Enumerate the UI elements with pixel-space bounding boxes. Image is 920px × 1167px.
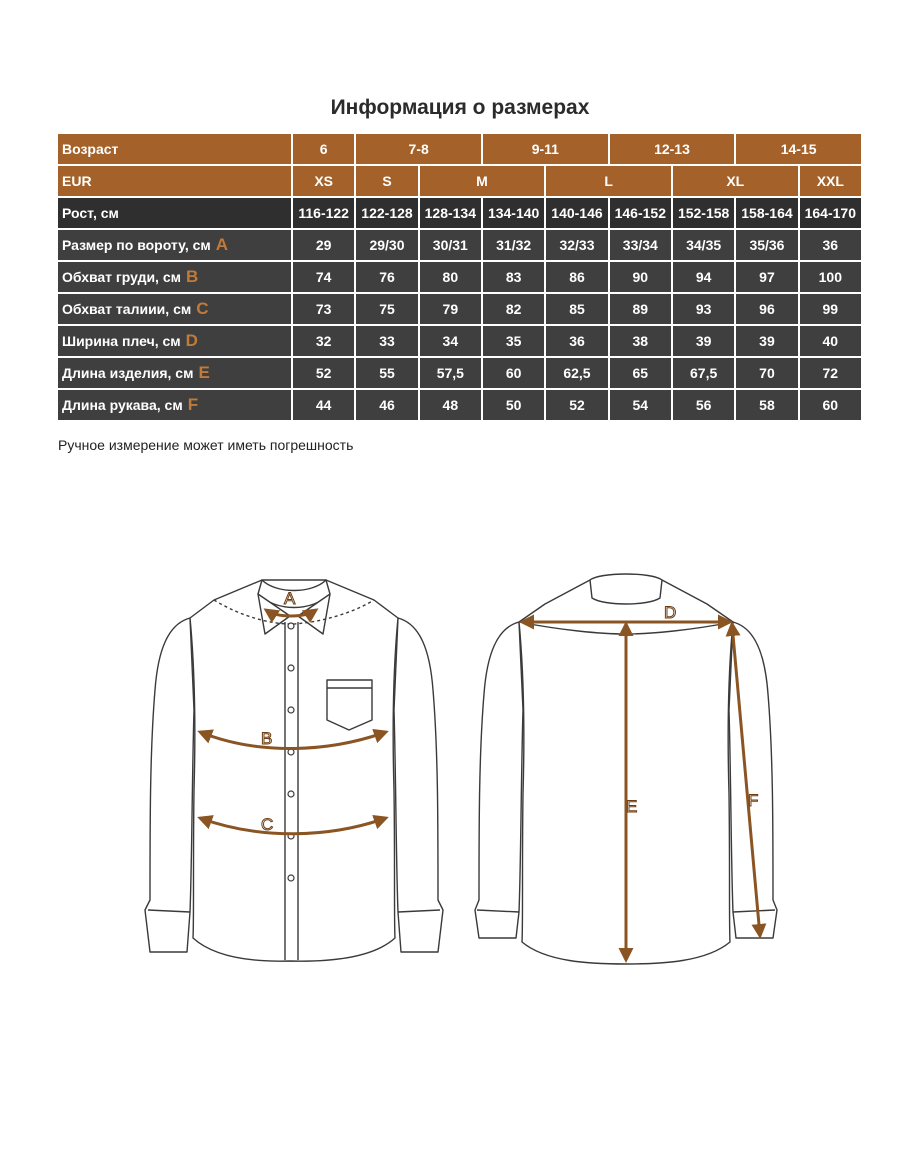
shirt-button xyxy=(288,707,294,713)
measurement-letter: B xyxy=(185,267,199,286)
age-group: 12-13 xyxy=(609,133,736,165)
shirt-button xyxy=(288,623,294,629)
back-left-sleeve xyxy=(475,622,523,938)
age-group: 14-15 xyxy=(735,133,862,165)
page-title: Информация о размерах xyxy=(330,96,590,119)
shirt-diagram xyxy=(0,560,920,980)
table-row xyxy=(57,325,862,357)
row-label-cell xyxy=(57,389,292,421)
row-label: Обхват груди, см xyxy=(62,269,181,285)
table-cell: 99 xyxy=(799,293,862,325)
table-cell: 32 xyxy=(292,325,355,357)
table-cell: 40 xyxy=(799,325,862,357)
table-cell: 57,5 xyxy=(419,357,482,389)
table-cell: 31/32 xyxy=(482,229,545,261)
back-collar xyxy=(590,574,662,604)
table-cell: 29/30 xyxy=(355,229,418,261)
size-table xyxy=(56,132,863,422)
table-cell: 74 xyxy=(292,261,355,293)
measurement-letter: F xyxy=(187,395,199,414)
eur-size: XS xyxy=(292,165,355,197)
table-cell: 85 xyxy=(545,293,608,325)
label-b: B xyxy=(261,729,273,748)
table-cell: 72 xyxy=(799,357,862,389)
eur-size: XL xyxy=(672,165,799,197)
row-label-cell xyxy=(57,293,292,325)
label-d: D xyxy=(664,603,677,622)
table-cell: 44 xyxy=(292,389,355,421)
table-cell: 152-158 xyxy=(672,197,735,229)
table-cell: 89 xyxy=(609,293,672,325)
measurement-rows xyxy=(57,229,862,421)
age-group: 6 xyxy=(292,133,355,165)
table-cell: 58 xyxy=(735,389,798,421)
table-cell: 80 xyxy=(419,261,482,293)
table-cell: 62,5 xyxy=(545,357,608,389)
table-cell: 76 xyxy=(355,261,418,293)
measurement-letter: D xyxy=(185,331,198,350)
table-cell: 38 xyxy=(609,325,672,357)
eur-size: M xyxy=(419,165,546,197)
table-cell: 128-134 xyxy=(419,197,482,229)
eur-label: EUR xyxy=(57,165,292,197)
label-c: C xyxy=(261,815,274,834)
table-cell: 60 xyxy=(482,357,545,389)
row-label: Ширина плеч, см xyxy=(62,333,181,349)
eur-size: S xyxy=(355,165,418,197)
table-cell: 67,5 xyxy=(672,357,735,389)
eur-row xyxy=(57,165,862,197)
table-cell: 52 xyxy=(292,357,355,389)
table-cell: 32/33 xyxy=(545,229,608,261)
table-cell: 50 xyxy=(482,389,545,421)
row-label: Обхват талиии, см xyxy=(62,301,192,317)
table-row xyxy=(57,293,862,325)
row-label: Размер по вороту, см xyxy=(62,237,211,253)
row-label-cell xyxy=(57,261,292,293)
height-label: Рост, см xyxy=(57,197,292,229)
table-cell: 46 xyxy=(355,389,418,421)
eur-size: XXL xyxy=(799,165,862,197)
table-cell: 96 xyxy=(735,293,798,325)
table-cell: 33/34 xyxy=(609,229,672,261)
measurement-note: Ручное измерение может иметь погрешность xyxy=(58,437,354,453)
table-cell: 39 xyxy=(672,325,735,357)
height-row xyxy=(57,197,862,229)
front-right-sleeve xyxy=(394,618,443,952)
table-cell: 82 xyxy=(482,293,545,325)
shirt-button xyxy=(288,791,294,797)
table-cell: 73 xyxy=(292,293,355,325)
table-cell: 39 xyxy=(735,325,798,357)
table-cell: 122-128 xyxy=(355,197,418,229)
age-label: Возраст xyxy=(57,133,292,165)
table-cell: 164-170 xyxy=(799,197,862,229)
age-row xyxy=(57,133,862,165)
table-cell: 60 xyxy=(799,389,862,421)
table-row xyxy=(57,357,862,389)
table-cell: 93 xyxy=(672,293,735,325)
shirt-button xyxy=(288,665,294,671)
table-cell: 55 xyxy=(355,357,418,389)
table-cell: 35/36 xyxy=(735,229,798,261)
table-row xyxy=(57,389,862,421)
row-label: Длина рукава, см xyxy=(62,397,183,413)
table-cell: 52 xyxy=(545,389,608,421)
table-cell: 75 xyxy=(355,293,418,325)
front-left-sleeve xyxy=(145,618,194,952)
table-cell: 36 xyxy=(799,229,862,261)
table-cell: 30/31 xyxy=(419,229,482,261)
shirt-button xyxy=(288,875,294,881)
eur-size: L xyxy=(545,165,672,197)
table-cell: 140-146 xyxy=(545,197,608,229)
table-cell: 34/35 xyxy=(672,229,735,261)
table-cell: 34 xyxy=(419,325,482,357)
table-cell: 36 xyxy=(545,325,608,357)
row-label-cell xyxy=(57,357,292,389)
table-cell: 33 xyxy=(355,325,418,357)
table-cell: 134-140 xyxy=(482,197,545,229)
table-cell: 86 xyxy=(545,261,608,293)
age-group: 9-11 xyxy=(482,133,609,165)
table-cell: 100 xyxy=(799,261,862,293)
table-cell: 48 xyxy=(419,389,482,421)
measurement-letter: A xyxy=(215,235,229,254)
table-cell: 56 xyxy=(672,389,735,421)
table-cell: 29 xyxy=(292,229,355,261)
row-label-cell xyxy=(57,229,292,261)
front-body xyxy=(190,580,398,961)
label-f: F xyxy=(748,791,759,810)
table-row xyxy=(57,229,862,261)
table-cell: 79 xyxy=(419,293,482,325)
row-label: Длина изделия, см xyxy=(62,365,194,381)
shirt-front xyxy=(145,580,443,961)
table-cell: 65 xyxy=(609,357,672,389)
label-e: E xyxy=(626,797,638,816)
table-row xyxy=(57,261,862,293)
age-group: 7-8 xyxy=(355,133,482,165)
table-cell: 54 xyxy=(609,389,672,421)
table-cell: 158-164 xyxy=(735,197,798,229)
table-cell: 146-152 xyxy=(609,197,672,229)
table-cell: 35 xyxy=(482,325,545,357)
table-cell: 97 xyxy=(735,261,798,293)
table-cell: 70 xyxy=(735,357,798,389)
table-cell: 116-122 xyxy=(292,197,355,229)
table-cell: 94 xyxy=(672,261,735,293)
label-a: A xyxy=(284,589,296,608)
measurement-letter: C xyxy=(196,299,209,318)
table-cell: 83 xyxy=(482,261,545,293)
table-cell: 90 xyxy=(609,261,672,293)
row-label-cell xyxy=(57,325,292,357)
measurement-letter: E xyxy=(198,363,210,382)
